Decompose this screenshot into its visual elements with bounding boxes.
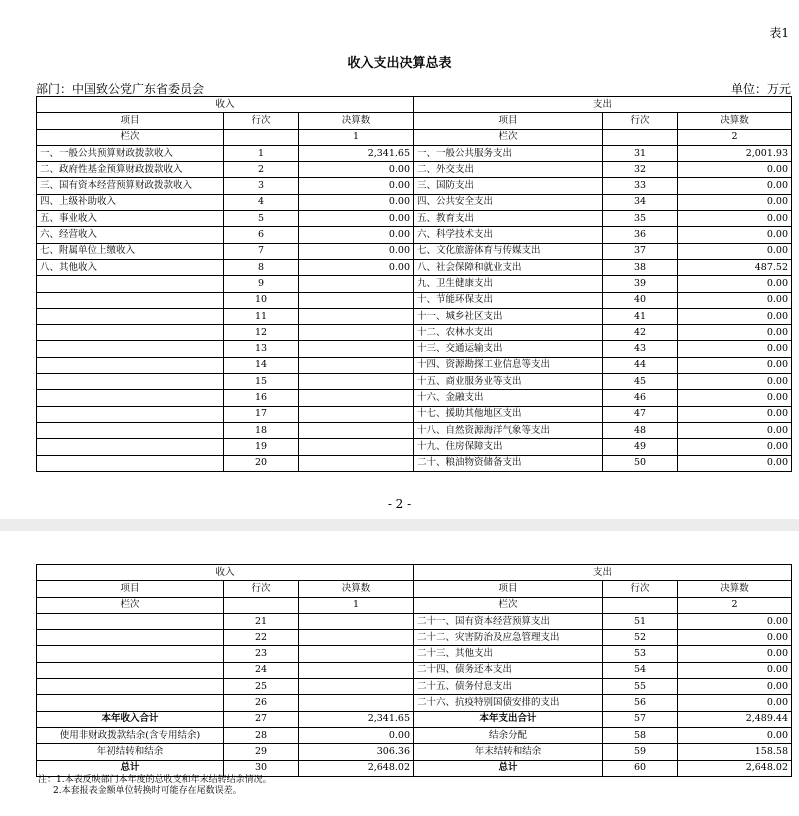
- income-item-cell: 四、上级补助收入: [37, 194, 224, 210]
- income-amount-cell: [299, 613, 414, 629]
- table-row: [37, 439, 792, 455]
- expense-row-cell: 44: [603, 357, 678, 373]
- expense-row-cell: 35: [603, 211, 678, 227]
- table-row: [37, 695, 792, 711]
- page-number: - 2 -: [387, 497, 412, 511]
- income-row-cell: 10: [224, 292, 299, 308]
- expense-row-cell: 54: [603, 662, 678, 678]
- expense-amount-cell: 158.58: [678, 744, 792, 760]
- expense-amount-cell: 0.00: [678, 695, 792, 711]
- expense-row-cell: 34: [603, 194, 678, 210]
- summary-row: [37, 744, 792, 760]
- income-row-cell: 15: [224, 374, 299, 390]
- income-item-cell: [37, 422, 224, 438]
- income-amount-cell: 0.00: [299, 211, 414, 227]
- income-item-cell: [37, 357, 224, 373]
- income-item-cell: [37, 646, 224, 662]
- income-row-cell: 1: [224, 145, 299, 161]
- table-body-page2: [37, 613, 792, 776]
- expense-item-cell: 七、文化旅游体育与传媒支出: [414, 243, 603, 259]
- expense-amount-cell: 0.00: [678, 679, 792, 695]
- income-row-cell: 27: [224, 711, 299, 727]
- income-amount-cell: 2,648.02: [299, 760, 414, 776]
- income-amount-cell: 0.00: [299, 243, 414, 259]
- income-item-cell: 三、国有资本经营预算财政拨款收入: [37, 178, 224, 194]
- table-row: [37, 145, 792, 161]
- expense-item-cell: 十三、交通运输支出: [414, 341, 603, 357]
- expense-item-cell: 二十三、其他支出: [414, 646, 603, 662]
- table-row: [37, 630, 792, 646]
- income-amount-cell: [299, 662, 414, 678]
- income-column-label: 栏次: [37, 597, 224, 613]
- expense-row-cell: 60: [603, 760, 678, 776]
- income-amount-cell: 306.36: [299, 744, 414, 760]
- income-amount-cell: [299, 455, 414, 471]
- expense-item-header: 项目: [414, 113, 603, 129]
- income-row-cell: 22: [224, 630, 299, 646]
- table-row: [37, 455, 792, 471]
- page-title: 收入支出决算总表: [347, 56, 452, 71]
- expense-amount-cell: 0.00: [678, 308, 792, 324]
- expense-row-cell: 47: [603, 406, 678, 422]
- income-item-cell: [37, 341, 224, 357]
- expense-item-cell: 年末结转和结余: [414, 744, 603, 760]
- income-amount-cell: [299, 341, 414, 357]
- expense-item-cell: 二十、粮油物资储备支出: [414, 455, 603, 471]
- income-item-cell: [37, 679, 224, 695]
- table-row: [37, 422, 792, 438]
- income-amount-cell: [299, 308, 414, 324]
- table-row: [37, 194, 792, 210]
- expense-row-cell: 50: [603, 455, 678, 471]
- expense-amount-cell: 0.00: [678, 341, 792, 357]
- income-row-cell: 11: [224, 308, 299, 324]
- income-row-cell: 9: [224, 276, 299, 292]
- expense-item-cell: 十八、自然资源海洋气象等支出: [414, 422, 603, 438]
- income-row-cell: 26: [224, 695, 299, 711]
- expense-item-cell: 十一、城乡社区支出: [414, 308, 603, 324]
- income-item-cell: [37, 455, 224, 471]
- expense-item-cell: 结余分配: [414, 727, 603, 743]
- income-row-cell: 8: [224, 259, 299, 275]
- note-1: 注：1.本表反映部门本年度的总收支和年末结转结余情况。: [38, 775, 272, 785]
- income-item-cell: 年初结转和结余: [37, 744, 224, 760]
- income-amount-cell: 2,341.65: [299, 145, 414, 161]
- expense-item-cell: 八、社会保障和就业支出: [414, 259, 603, 275]
- income-item-cell: [37, 662, 224, 678]
- table-row: [37, 308, 792, 324]
- expense-amount-header: 决算数: [678, 113, 792, 129]
- income-row-cell: 17: [224, 406, 299, 422]
- income-row-cell: 23: [224, 646, 299, 662]
- expense-amount-cell: 0.00: [678, 613, 792, 629]
- summary-row: [37, 727, 792, 743]
- expense-amount-cell: 2,001.93: [678, 145, 792, 161]
- expense-amount-cell: 0.00: [678, 439, 792, 455]
- income-amount-cell: [299, 439, 414, 455]
- department-label: 部门：中国致公党广东省委员会: [36, 82, 205, 96]
- expense-amount-cell: 0.00: [678, 211, 792, 227]
- expense-row-cell: 42: [603, 325, 678, 341]
- income-amount-cell: [299, 422, 414, 438]
- expense-row-cell: 49: [603, 439, 678, 455]
- expense-row-cell: 52: [603, 630, 678, 646]
- income-item-cell: [37, 308, 224, 324]
- expense-amount-header: 决算数: [678, 581, 792, 597]
- table-row: [37, 357, 792, 373]
- expense-item-cell: 十七、援助其他地区支出: [414, 406, 603, 422]
- empty-cell: [603, 129, 678, 145]
- table-row: [37, 341, 792, 357]
- expense-item-cell: 九、卫生健康支出: [414, 276, 603, 292]
- income-item-header: 项目: [37, 581, 224, 597]
- expense-item-cell: 六、科学技术支出: [414, 227, 603, 243]
- expense-item-cell: 二、外交支出: [414, 162, 603, 178]
- expense-amount-cell: 0.00: [678, 630, 792, 646]
- expense-row-cell: 38: [603, 259, 678, 275]
- income-row-cell: 28: [224, 727, 299, 743]
- income-column-label: 栏次: [37, 129, 224, 145]
- expense-amount-cell: 0.00: [678, 292, 792, 308]
- income-amount-cell: [299, 406, 414, 422]
- income-amount-cell: [299, 630, 414, 646]
- income-item-cell: [37, 695, 224, 711]
- income-amount-cell: 0.00: [299, 727, 414, 743]
- expense-row-cell: 32: [603, 162, 678, 178]
- summary-row: [37, 760, 792, 776]
- income-amount-cell: 0.00: [299, 194, 414, 210]
- expense-item-cell: 十二、农林水支出: [414, 325, 603, 341]
- income-header: 收入: [37, 97, 414, 113]
- expense-item-cell: 三、国防支出: [414, 178, 603, 194]
- income-amount-cell: [299, 357, 414, 373]
- income-row-cell: 12: [224, 325, 299, 341]
- income-row-cell: 20: [224, 455, 299, 471]
- expense-item-cell: 二十五、债务付息支出: [414, 679, 603, 695]
- income-row-header: 行次: [224, 581, 299, 597]
- income-amount-cell: [299, 276, 414, 292]
- empty-cell: [224, 597, 299, 613]
- income-amount-cell: [299, 390, 414, 406]
- expense-amount-cell: 0.00: [678, 662, 792, 678]
- table-row: [37, 679, 792, 695]
- income-item-cell: [37, 292, 224, 308]
- income-item-cell: [37, 325, 224, 341]
- table-row: [37, 325, 792, 341]
- expense-row-cell: 53: [603, 646, 678, 662]
- expense-amount-cell: 0.00: [678, 374, 792, 390]
- expense-amount-cell: 2,648.02: [678, 760, 792, 776]
- expense-row-cell: 51: [603, 613, 678, 629]
- page-separator: [0, 519, 799, 531]
- expense-amount-cell: 487.52: [678, 259, 792, 275]
- summary-row: [37, 711, 792, 727]
- expense-item-cell: 十、节能环保支出: [414, 292, 603, 308]
- expense-amount-cell: 0.00: [678, 227, 792, 243]
- expense-amount-cell: 2,489.44: [678, 711, 792, 727]
- expense-header: 支出: [414, 97, 792, 113]
- table-notes: [38, 775, 272, 797]
- income-row-cell: 14: [224, 357, 299, 373]
- income-amount-cell: [299, 679, 414, 695]
- income-amount-cell: [299, 695, 414, 711]
- note-2: 2.本套报表金额单位转换时可能存在尾数误差。: [53, 786, 242, 796]
- expense-row-cell: 36: [603, 227, 678, 243]
- income-amount-header: 决算数: [299, 581, 414, 597]
- expense-item-cell: 总计: [414, 760, 603, 776]
- expense-column-number: 2: [678, 129, 792, 145]
- expense-row-cell: 57: [603, 711, 678, 727]
- income-row-cell: 25: [224, 679, 299, 695]
- unit-label: 单位：万元: [730, 82, 791, 96]
- expense-row-cell: 43: [603, 341, 678, 357]
- income-item-cell: [37, 439, 224, 455]
- income-row-cell: 19: [224, 439, 299, 455]
- expense-row-cell: 31: [603, 145, 678, 161]
- income-item-cell: [37, 374, 224, 390]
- table-row: [37, 259, 792, 275]
- income-row-header: 行次: [224, 113, 299, 129]
- expense-item-cell: 十五、商业服务业等支出: [414, 374, 603, 390]
- income-item-cell: [37, 276, 224, 292]
- income-row-cell: 2: [224, 162, 299, 178]
- table-row: [37, 227, 792, 243]
- income-header: 收入: [37, 565, 414, 581]
- expense-item-cell: 五、教育支出: [414, 211, 603, 227]
- expense-item-cell: 十六、金融支出: [414, 390, 603, 406]
- expense-item-cell: 十四、资源勘探工业信息等支出: [414, 357, 603, 373]
- income-row-cell: 3: [224, 178, 299, 194]
- empty-cell: [603, 597, 678, 613]
- expense-amount-cell: 0.00: [678, 162, 792, 178]
- table-row: [37, 162, 792, 178]
- expense-column-label: 栏次: [414, 597, 603, 613]
- expense-amount-cell: 0.00: [678, 390, 792, 406]
- expense-row-cell: 56: [603, 695, 678, 711]
- table-row: [37, 390, 792, 406]
- income-row-cell: 21: [224, 613, 299, 629]
- expense-item-cell: 二十四、债务还本支出: [414, 662, 603, 678]
- income-item-cell: 六、经营收入: [37, 227, 224, 243]
- income-amount-cell: 0.00: [299, 227, 414, 243]
- expense-item-cell: 一、一般公共服务支出: [414, 145, 603, 161]
- expense-row-cell: 39: [603, 276, 678, 292]
- expense-row-cell: 45: [603, 374, 678, 390]
- income-column-number: 1: [299, 129, 414, 145]
- expense-row-cell: 48: [603, 422, 678, 438]
- expense-row-cell: 58: [603, 727, 678, 743]
- income-amount-cell: 0.00: [299, 162, 414, 178]
- income-amount-cell: [299, 325, 414, 341]
- income-item-header: 项目: [37, 113, 224, 129]
- income-item-cell: [37, 613, 224, 629]
- income-row-cell: 5: [224, 211, 299, 227]
- table-row: [37, 276, 792, 292]
- expense-amount-cell: 0.00: [678, 406, 792, 422]
- income-item-cell: 本年收入合计: [37, 711, 224, 727]
- empty-cell: [224, 129, 299, 145]
- expense-amount-cell: 0.00: [678, 178, 792, 194]
- income-item-cell: [37, 630, 224, 646]
- expense-amount-cell: 0.00: [678, 455, 792, 471]
- expense-row-cell: 59: [603, 744, 678, 760]
- income-item-cell: [37, 390, 224, 406]
- income-row-cell: 13: [224, 341, 299, 357]
- expense-row-cell: 46: [603, 390, 678, 406]
- expense-amount-cell: 0.00: [678, 325, 792, 341]
- expense-amount-cell: 0.00: [678, 727, 792, 743]
- income-row-cell: 30: [224, 760, 299, 776]
- expense-row-cell: 41: [603, 308, 678, 324]
- table-row: [37, 178, 792, 194]
- table-number-tag: 表1: [769, 26, 789, 40]
- income-amount-cell: 0.00: [299, 259, 414, 275]
- expense-amount-cell: 0.00: [678, 357, 792, 373]
- income-item-cell: [37, 406, 224, 422]
- expense-item-cell: 二十六、抗疫特别国债安排的支出: [414, 695, 603, 711]
- income-row-cell: 4: [224, 194, 299, 210]
- expense-column-label: 栏次: [414, 129, 603, 145]
- income-row-cell: 16: [224, 390, 299, 406]
- expense-row-header: 行次: [603, 581, 678, 597]
- expense-item-cell: 本年支出合计: [414, 711, 603, 727]
- income-item-cell: 八、其他收入: [37, 259, 224, 275]
- income-row-cell: 6: [224, 227, 299, 243]
- income-amount-header: 决算数: [299, 113, 414, 129]
- income-item-cell: 使用非财政拨款结余(含专用结余): [37, 727, 224, 743]
- table-row: [37, 243, 792, 259]
- expense-item-cell: 十九、住房保障支出: [414, 439, 603, 455]
- table-row: [37, 646, 792, 662]
- income-expense-table-page1: [36, 96, 792, 472]
- expense-amount-cell: 0.00: [678, 422, 792, 438]
- income-row-cell: 24: [224, 662, 299, 678]
- expense-row-cell: 37: [603, 243, 678, 259]
- expense-row-cell: 55: [603, 679, 678, 695]
- table-row: [37, 613, 792, 629]
- income-amount-cell: [299, 646, 414, 662]
- expense-amount-cell: 0.00: [678, 243, 792, 259]
- income-amount-cell: [299, 292, 414, 308]
- income-row-cell: 18: [224, 422, 299, 438]
- expense-column-number: 2: [678, 597, 792, 613]
- income-item-cell: 七、附属单位上缴收入: [37, 243, 224, 259]
- income-item-cell: 一、一般公共预算财政拨款收入: [37, 145, 224, 161]
- income-amount-cell: 2,341.65: [299, 711, 414, 727]
- income-column-number: 1: [299, 597, 414, 613]
- table-row: [37, 211, 792, 227]
- expense-item-header: 项目: [414, 581, 603, 597]
- expense-item-cell: 二十二、灾害防治及应急管理支出: [414, 630, 603, 646]
- income-item-cell: 二、政府性基金预算财政拨款收入: [37, 162, 224, 178]
- income-item-cell: 总计: [37, 760, 224, 776]
- expense-amount-cell: 0.00: [678, 194, 792, 210]
- income-amount-cell: [299, 374, 414, 390]
- table-row: [37, 374, 792, 390]
- table-body-page1: [37, 145, 792, 471]
- table-row: [37, 662, 792, 678]
- income-expense-table-page2: [36, 564, 792, 777]
- expense-item-cell: 四、公共安全支出: [414, 194, 603, 210]
- expense-row-cell: 33: [603, 178, 678, 194]
- expense-amount-cell: 0.00: [678, 276, 792, 292]
- expense-item-cell: 二十一、国有资本经营预算支出: [414, 613, 603, 629]
- table-row: [37, 292, 792, 308]
- expense-row-cell: 40: [603, 292, 678, 308]
- expense-header: 支出: [414, 565, 792, 581]
- expense-row-header: 行次: [603, 113, 678, 129]
- income-row-cell: 7: [224, 243, 299, 259]
- table-row: [37, 406, 792, 422]
- income-amount-cell: 0.00: [299, 178, 414, 194]
- income-item-cell: 五、事业收入: [37, 211, 224, 227]
- income-row-cell: 29: [224, 744, 299, 760]
- expense-amount-cell: 0.00: [678, 646, 792, 662]
